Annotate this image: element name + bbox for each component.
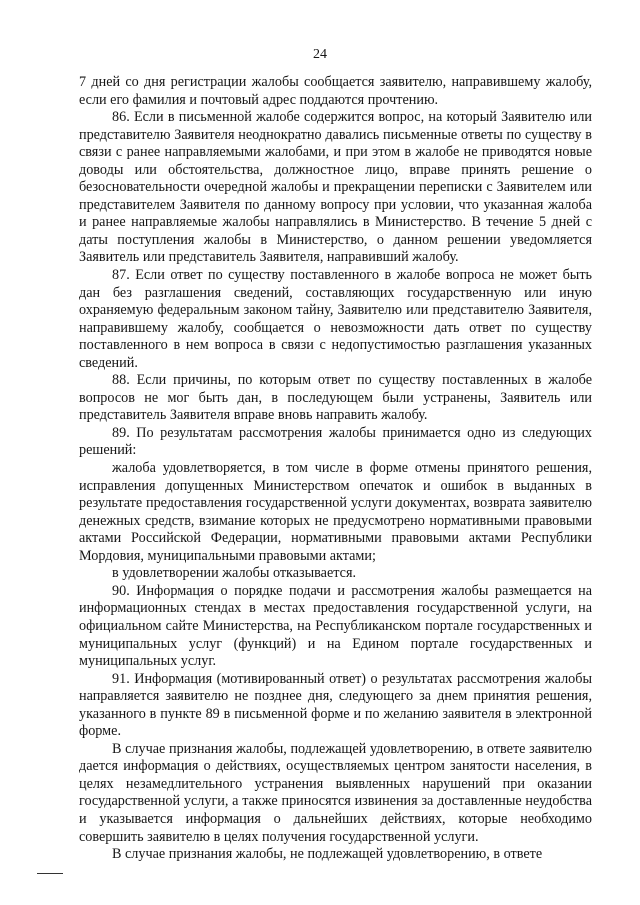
paragraph-91: 91. Информация (мотивированный ответ) о результатах рассмотрения жалобы направляется заявителю не позднее дня, следующего за днем принятия решения, указанного в пункте 89 в письменной форме и по желанию заявителя в электронной форме.	[79, 670, 592, 740]
document-body	[79, 74, 592, 864]
footer-divider	[37, 873, 63, 874]
paragraph-satisfied-response: В случае признания жалобы, подлежащей удовлетворению, в ответе заявителю дается информация о действиях, осуществляемых центром занятости населения, в целях незамедлительного устранения выявленных нарушений при оказании государственной услуги, а также приносятся извинения за доставленные неудобства и указывается информация о дальнейших действиях, которые необходимо совершить заявителю в целях получения государственной услуги.	[79, 740, 592, 845]
paragraph-continuation: 7 дней со дня регистрации жалобы сообщается заявителю, направившему жалобу, если его фамилия и почтовый адрес поддаются прочтению.	[79, 74, 592, 108]
paragraph-89-option-refused: в удовлетворении жалобы отказывается.	[112, 565, 357, 582]
paragraph-89: 89. По результатам рассмотрения жалобы принимается одно из следующих решений:	[79, 424, 592, 459]
page-number: 24	[313, 47, 327, 62]
paragraph-89-option-satisfied: жалоба удовлетворяется, в том числе в форме отмены принятого решения, исправления допущенных Министерством опечаток и ошибок в выданных в результате предоставления государственной услуги документах, возврата заявителю денежных средств, взимание которых не предусмотрено нормативными правовыми актами Российской Федерации, нормативными правовыми актами Республики Мордовия, муниципальными правовыми актами;	[79, 460, 592, 564]
paragraph-86: 86. Если в письменной жалобе содержится вопрос, на который Заявителю или представителю Заявителя неоднократно давались письменные ответы по существу в связи с ранее направляемыми жалобами, и при этом в жалобе не приводятся новые доводы или обстоятельства, должностное лицо, вправе принять решение о безосновательности очередной жалобы и прекращении переписки с Заявителем или представителем Заявителя по данному вопросу при условии, что указанная жалоба и ранее направляемые жалобы направлялись в Министерство. В течение 5 дней с даты поступления жалобы в Министерство, о данном решении уведомляется Заявитель или представитель Заявителя, направивший жалобу.	[79, 109, 592, 266]
paragraph-88: 88. Если причины, по которым ответ по существу поставленных в жалобе вопросов не мог быть дан, в последующем были устранены, Заявитель или представитель Заявителя вправе вновь направить жалобу.	[79, 372, 592, 424]
paragraph-87: 87. Если ответ по существу поставленного в жалобе вопроса не может быть дан без разглашения сведений, составляющих государственную или иную охраняемую федеральным законом тайну, Заявителю или представителю Заявителя, направившему жалобу, сообщается о невозможности дать ответ по существу поставленного в нем вопроса в связи с недопустимостью разглашения указанных сведений.	[79, 267, 592, 371]
paragraph-unsatisfied-response: В случае признания жалобы, не подлежащей удовлетворению, в ответе	[112, 846, 543, 863]
paragraph-90: 90. Информация о порядке подачи и рассмотрения жалобы размещается на информационных стендах в местах предоставления государственной услуги, на официальном сайте Министерства, на Республиканском портале государственных и муниципальных услуг (функций) и на Едином портале государственных и муниципальных услуг.	[79, 582, 592, 670]
